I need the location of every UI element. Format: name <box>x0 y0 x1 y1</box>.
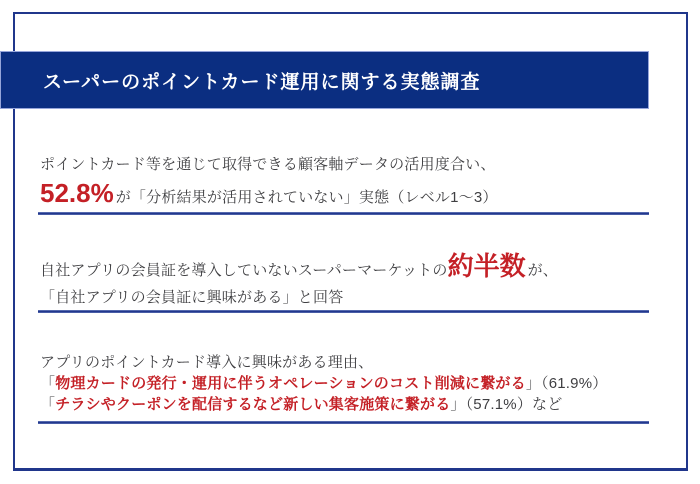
finding-2-before-stat: 自社アプリの会員証を導入していないスーパーマーケットの <box>40 262 448 279</box>
finding-3-reason-1 <box>40 373 670 394</box>
finding-3-intro: アプリのポイントカード導入に興味がある理由、 <box>40 354 374 371</box>
finding-3-reason-2 <box>40 394 670 415</box>
reason-1-close-bracket: 」 <box>525 375 542 392</box>
finding-2-line-2 <box>40 287 670 309</box>
finding-block-1 <box>40 153 670 214</box>
reason-2-close-bracket: 」 <box>450 396 466 413</box>
reason-2-percentage: （57.1%）など <box>465 396 563 413</box>
finding-2-after-stat: が、 <box>527 262 558 279</box>
reason-1-percentage: （61.9%） <box>541 375 608 392</box>
finding-1-after-stat: が「分析結果が活用されていない」実態（レベル1～3） <box>115 189 498 206</box>
finding-1-intro: ポイントカード等を通じて取得できる顧客軸データの活用度合い、 <box>40 156 496 173</box>
finding-block-2 <box>40 250 670 309</box>
page-title: スーパーのポイントカード運用に関する実態調査 <box>43 71 481 93</box>
separator-line-1 <box>38 212 649 215</box>
reason-2-highlight: チラシやクーポンを配信するなど新しい集客施策に繋がる <box>55 396 451 413</box>
finding-2-stat-value: 約半数 <box>447 251 526 281</box>
finding-2-quote: 「自社アプリの会員証に興味がある」と回答 <box>40 289 344 306</box>
title-banner <box>0 51 649 109</box>
finding-2-line-1 <box>40 250 670 287</box>
reason-1-open-bracket: 「 <box>40 375 56 392</box>
separator-line-3 <box>38 421 649 424</box>
finding-1-line-2 <box>40 177 670 214</box>
reason-2-open-bracket: 「 <box>40 396 56 413</box>
reason-1-highlight: 物理カードの発行・運用に伴うオペレーションのコスト削減に繋がる <box>55 375 526 392</box>
finding-block-3 <box>40 352 670 415</box>
finding-1-line-1 <box>40 153 670 177</box>
finding-1-stat-value: 52.8% <box>40 178 114 208</box>
separator-line-2 <box>38 310 649 313</box>
finding-3-line-1 <box>40 352 670 373</box>
